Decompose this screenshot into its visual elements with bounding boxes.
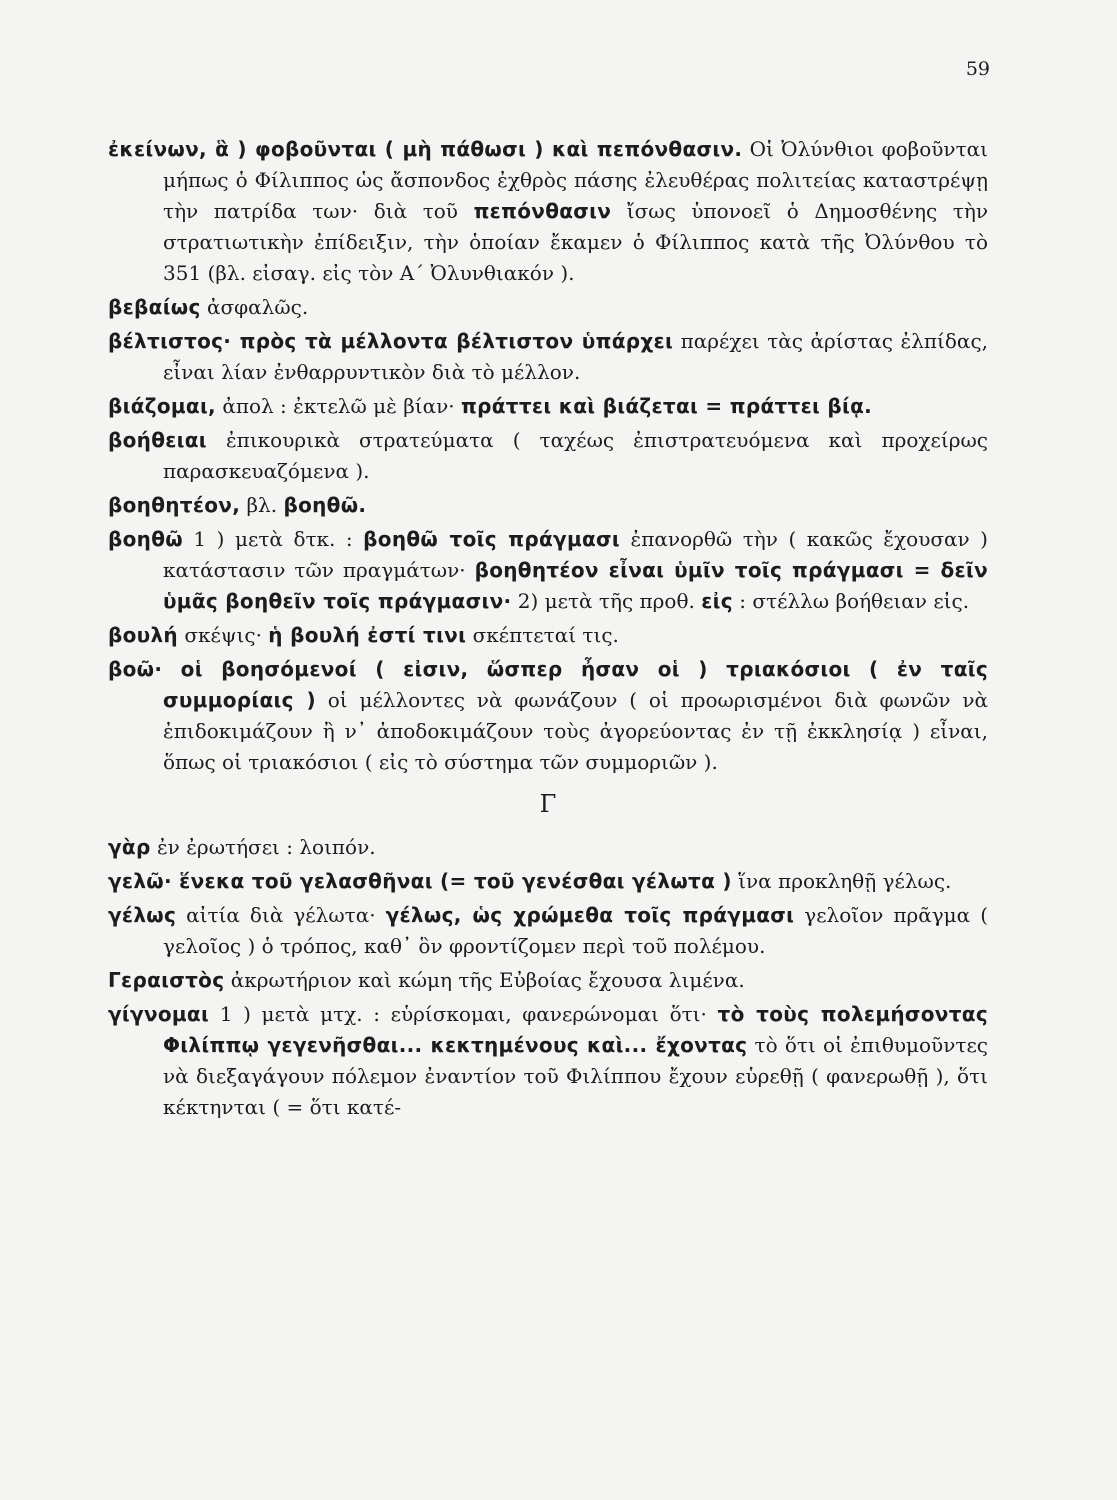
definition: βλ. <box>240 493 284 517</box>
phrase: βοηθητέον εἶναι ὑμῖν τοῖς πράγμασι = δεῖν ὑμᾶς βοηθεῖν τοῖς πράγμασιν· <box>163 558 989 613</box>
headword: βοήθειαι <box>108 428 207 452</box>
entry-bebaios <box>108 292 988 323</box>
entry-biazomai <box>108 391 988 422</box>
entry-boo <box>108 654 988 778</box>
definition: ἐν ἐρωτήσει : λοιπόν. <box>150 835 376 859</box>
entry-gar <box>108 832 988 863</box>
definition: ἐπικουρικὰ στρατεύματα ( ταχέως ἐπιστρατευόμενα καὶ προχείρως παρασκευαζόμενα ). <box>163 428 988 483</box>
definition: σκέπτεταί τις. <box>466 623 619 647</box>
phrase: εἰς <box>701 589 733 613</box>
phrase: βοηθῶ τοῖς πράγμασι <box>363 527 621 551</box>
phrase: ἡ βουλή ἐστί τινι <box>268 623 467 647</box>
headword: βέλτιστος· πρὸς τὰ μέλλοντα βέλτιστον ὑπάρχει <box>108 329 674 353</box>
definition: 2) μετὰ τῆς προθ. <box>511 589 702 613</box>
entry-gignomai <box>108 999 988 1123</box>
entry-gelos <box>108 900 988 962</box>
headword: βεβαίως <box>108 295 201 319</box>
definition: οἱ μέλλοντες νὰ φωνάζουν ( οἱ προωρισμένοι διὰ φωνῶν νὰ ἐπιδοκιμάζουν ἢ ν᾿ ἀποδοκιμάζουν τοὺς ἀγορεύοντας ἐν τῇ ἐκκλησίᾳ ) εἶναι, ὅπως οἱ τριακόσιοι ( εἰς τὸ σύστημα τῶν συμμοριῶν ). <box>163 688 988 774</box>
entry-boule <box>108 620 988 651</box>
phrase: τὸ τοὺς πολεμήσοντας Φιλίππῳ γεγενῆσθαι... κεκτημένους καὶ... ἔχοντας <box>163 1002 988 1057</box>
definition: παρέχει τὰς ἀρίστας ἐλπίδας, εἶναι λίαν ἐνθαρρυντικὸν διὰ τὸ μέλλον. <box>163 329 988 384</box>
phrase: γέλως, ὡς χρώμεθα τοῖς πράγμασι <box>385 903 795 927</box>
definition: : στέλλω βοήθειαν εἰς. <box>732 589 970 613</box>
entry-boetheiai <box>108 425 988 487</box>
headword: γελῶ· ἕνεκα τοῦ γελασθῆναι (= τοῦ γενέσθαι γέλωτα ) <box>108 869 732 893</box>
definition: ἀπολ : ἐκτελῶ μὲ βίαν· <box>215 394 462 418</box>
phrase: πράττει καὶ βιάζεται = πράττει βίᾳ. <box>461 394 873 418</box>
definition: 1 ) μετὰ δτκ. : <box>182 527 364 551</box>
entry-boethteon <box>108 490 988 521</box>
entry-geraistos <box>108 965 988 996</box>
definition: 1 ) μετὰ μτχ. : εὑρίσκομαι, φανερώνομαι ὅτι· <box>209 1002 718 1026</box>
definition: ἀκρωτήριον καὶ κώμη τῆς Εὐβοίας ἔχουσα λιμένα. <box>224 968 745 992</box>
definition: ἀσφαλῶς. <box>200 295 309 319</box>
headword: βοηθῶ <box>108 527 183 551</box>
glossary-column <box>108 134 988 1126</box>
definition: σκέψις· <box>177 623 269 647</box>
headword: γὰρ <box>108 835 151 859</box>
phrase: βοηθῶ. <box>283 493 367 517</box>
definition: γελοῖον πρᾶγμα ( γελοῖος ) ὁ τρόπος, καθ᾿ ὃν φροντίζομεν περὶ τοῦ πολέμου. <box>163 903 989 958</box>
entry-boetho <box>108 524 988 617</box>
headword: γέλως <box>108 903 177 927</box>
section-letter: Γ <box>539 790 557 818</box>
page-number: 59 <box>965 58 990 80</box>
entry-ekeinon <box>108 134 988 289</box>
headword: βοηθητέον, <box>108 493 241 517</box>
definition: ἴσως ὑπονοεῖ ὁ Δημοσθένης τὴν στρατιωτικὴν ἐπίδειξιν, τὴν ὁποίαν ἔκαμεν ὁ Φίλιππος κατὰ τῆς Ὀλύνθου τὸ 351 (βλ. εἰσαγ. εἰς τὸν Α΄ Ὀλυνθιακόν ). <box>163 199 988 285</box>
headword: βοῶ· οἱ βοησόμενοί ( εἰσιν, ὥσπερ ἦσαν οἱ ) τριακόσιοι ( ἐν ταῖς συμμορίαις ) <box>108 657 988 712</box>
definition: ἐπανορθῶ τὴν ( κακῶς ἔχουσαν ) κατάστασιν τῶν πραγμάτων· <box>163 527 988 582</box>
definition: τὸ ὅτι οἱ ἐπιθυμοῦντες νὰ διεξαγάγουν πόλεμον ἐναντίον τοῦ Φιλίππου ἔχουν εὑρεθῇ ( φανερωθῇ ), ὅτι κέκτηνται ( = ὅτι κατέ- <box>163 1033 988 1119</box>
headword: γίγνομαι <box>108 1002 210 1026</box>
entry-beltistos <box>108 326 988 388</box>
definition: ἵνα προκληθῇ γέλως. <box>731 869 952 893</box>
headword: ἐκείνων, ἃ ) φοβοῦνται ( μὴ πάθωσι ) καὶ πεπόνθασιν. <box>108 137 743 161</box>
definition: αἰτία διὰ γέλωτα· <box>176 903 386 927</box>
headword: βιάζομαι, <box>108 394 216 418</box>
headword: πεπόνθασιν <box>473 199 612 223</box>
headword: Γεραιστὸς <box>108 968 225 992</box>
entry-gelo <box>108 866 988 897</box>
headword: βουλή <box>108 623 178 647</box>
definition: Οἱ Ὀλύνθιοι φοβοῦνται μήπως ὁ Φίλιππος ὡς ἄσπονδος ἐχθρὸς πάσης ἐλευθέρας πολιτείας καταστρέψῃ τὴν πατρίδα των· διὰ τοῦ <box>163 137 989 223</box>
